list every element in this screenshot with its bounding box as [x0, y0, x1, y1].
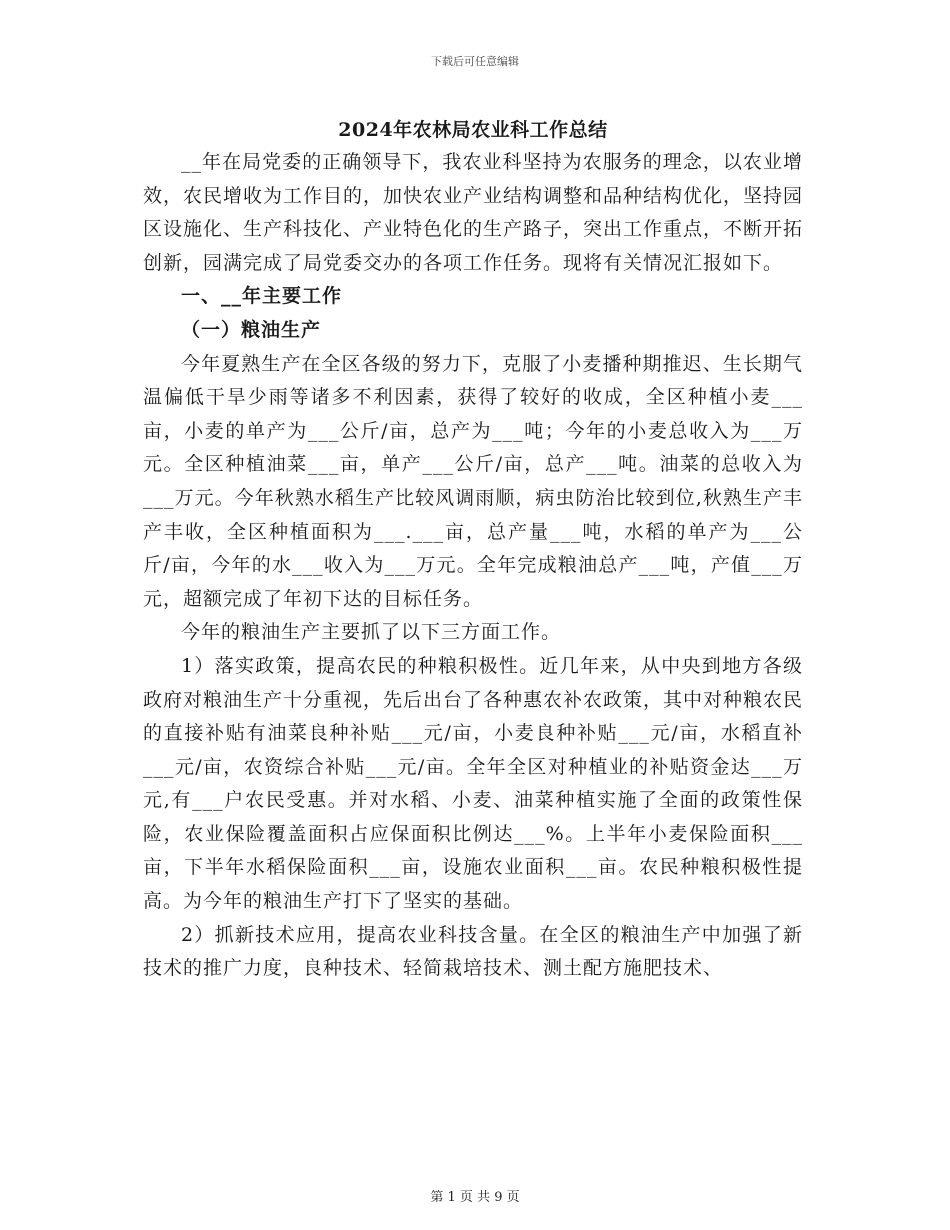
- page-header: 下载后可任意编辑: [431, 55, 519, 68]
- body-paragraph: 今年夏熟生产在全区各级的努力下，克服了小麦播种期推迟、生长期气温偏低干旱少雨等诸多不利因素，获得了较好的收成，全区种植小麦___亩，小麦的单产为___公斤/亩，总产为___吨；今年的小麦总收入为___万元。全区种植油菜___亩，单产___公斤/亩，总产___吨。油菜的总收入为___万元。今年秋熟水稻生产比较风调雨顺，病虫防治比较到位,秋熟生产丰产丰收，全区种植面积为___.___亩，总产量___吨，水稻的单产为___公斤/亩，今年的水___收入为___万元。全年完成粮油总产___吨，产值___万元，超额完成了年初下达的目标任务。: [143, 352, 803, 610]
- document-title: 2024年农林局农业科工作总结: [338, 119, 608, 141]
- document-body: [143, 114, 803, 986]
- body-paragraph: 2）抓新技术应用，提高农业科技含量。在全区的粮油生产中加强了新技术的推广力度，良种技术、轻简栽培技术、测土配方施肥技术、: [143, 923, 803, 980]
- intro-paragraph: __年在局党委的正确领导下，我农业科坚持为农服务的理念，以农业增效，农民增收为工作目的，加快农业产业结构调整和品种结构优化，坚持园区设施化、生产科技化、产业特色化的生产路子，突出工作重点，不断开拓创新，园满完成了局党委交办的各项工作任务。现将有关情况汇报如下。: [143, 151, 804, 274]
- body-paragraph: 今年的粮油生产主要抓了以下三方面工作。: [181, 621, 562, 644]
- body-paragraph: 1）落实政策，提高农民的种粮积极性。近几年来，从中央到地方各级政府对粮油生产十分重视，先后出台了各种惠农补农政策，其中对种粮农民的直接补贴有油菜良种补贴___元/亩，小麦良种补贴___元/亩，水稻直补___元/亩，农资综合补贴___元/亩。全年全区对种植业的补贴资金达___万元,有___户农民受惠。并对水稻、小麦、油菜种植实施了全面的政策性保险，农业保险覆盖面积占应保面积比例达___%。上半年小麦保险面积___亩，下半年水稻保险面积___亩，设施农业面积___亩。农民种粮积极性提高。为今年的粮油生产打下了坚实的基础。: [143, 654, 804, 913]
- page-footer: 第 1 页 共 9 页: [430, 1190, 520, 1205]
- section-heading: 一、__年主要工作: [181, 285, 343, 308]
- subsection-heading: （一）粮油生产: [181, 318, 322, 341]
